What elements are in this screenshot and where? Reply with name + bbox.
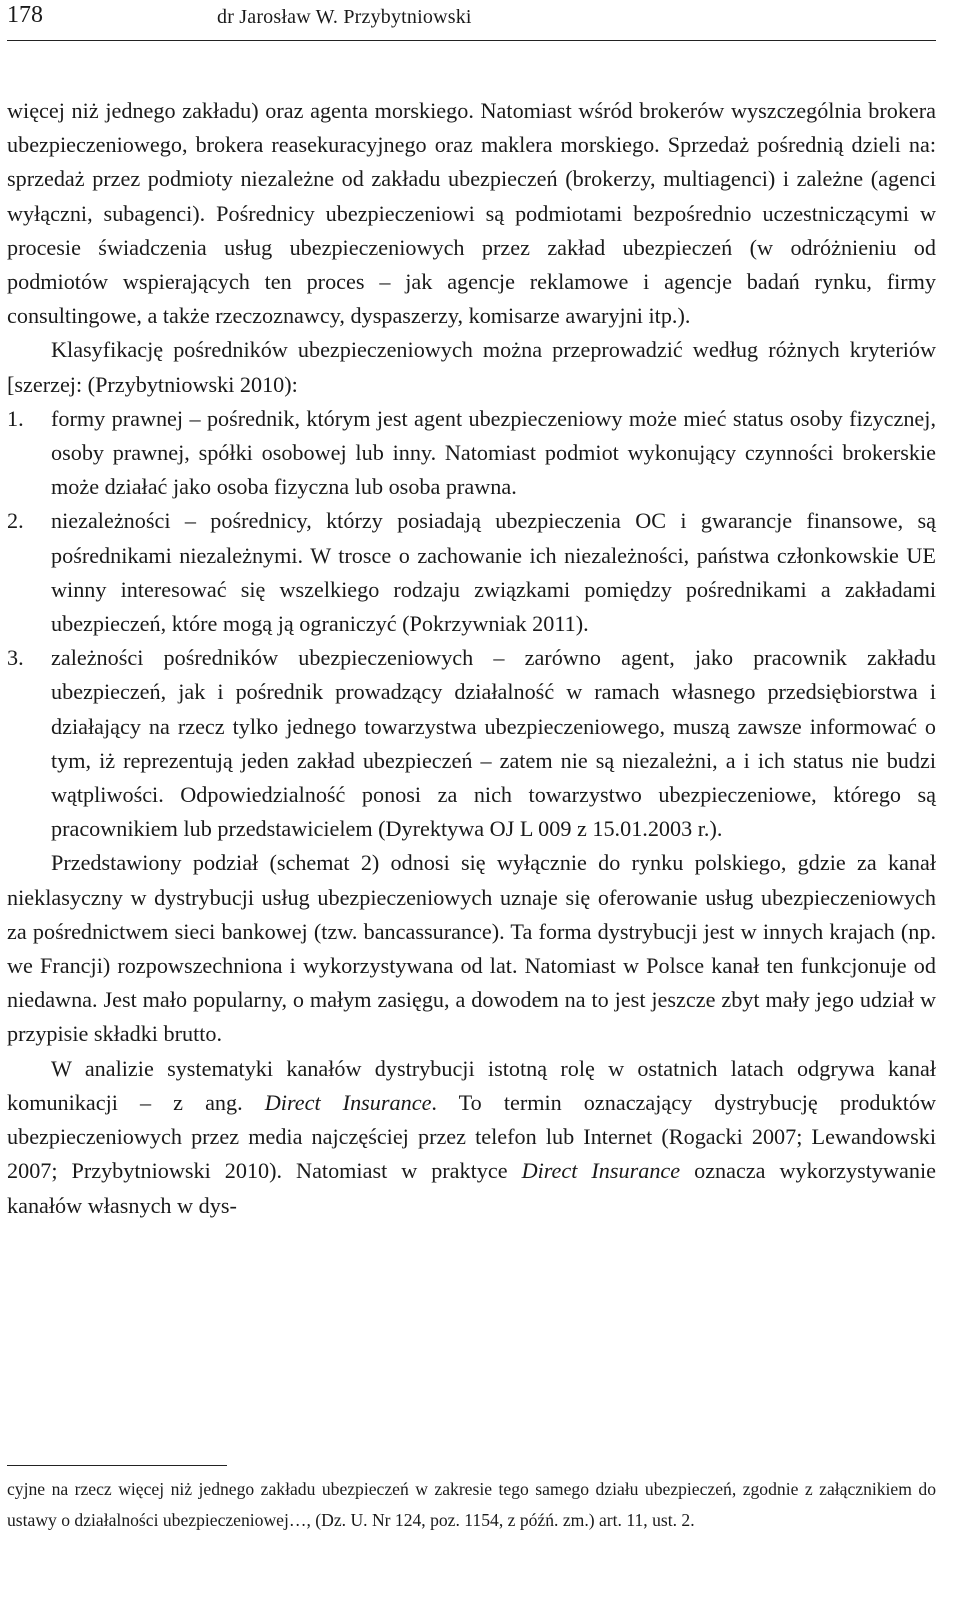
footnote-divider bbox=[7, 1465, 227, 1466]
page-header bbox=[7, 0, 936, 41]
term-direct-insurance: Direct Insurance bbox=[521, 1158, 681, 1184]
list-item-number: 2. bbox=[7, 508, 24, 534]
text-run: W analizie systematyki kanałów dystrybucji istotną rolę w ostatnich latach odgrywa kanał komunikacji – z ang. bbox=[7, 1055, 936, 1115]
list-item-number: 1. bbox=[7, 405, 24, 431]
paragraph-continued: więcej niż jednego zakładu) oraz agenta morskiego. Natomiast wśród brokerów wyszczególnia brokera ubezpieczeniowego, brokera reasekuracyjnego oraz maklera morskiego. Sprzedaż pośrednią dzieli na: sprzedaż przez podmioty niezależne od zakładu ubezpieczeń (brokerzy, multiagenci) i zależne (agenci wyłączni, subagenci). Pośrednicy ubezpieczeniowi są podmiotami bezpośrednio uczestniczącymi w procesie świadczenia usług ubezpieczeniowych przez zakład ubezpieczeń (w odróżnieniu od podmiotów wspierających ten proces – jak agencje reklamowe i agencje badań rynku, firmy consultingowe, a także rzeczoznawcy, dyspaszerzy, komisarze awaryjni itp.). bbox=[7, 98, 936, 329]
text-run: oznacza wykorzystywanie kanałów własnych w dys- bbox=[7, 1158, 936, 1218]
list-item-number: 3. bbox=[7, 645, 24, 671]
list-item-text: formy prawnej – pośrednik, którym jest agent ubezpieczeniowy może mieć status osoby fizycznej, osoby prawnej, spółki osobowej lub inny. Natomiast podmiot wykonujący czynności brokerskie może działać jako osoba fizyczna lub osoba prawna. bbox=[51, 405, 936, 500]
list-item bbox=[7, 641, 936, 846]
footnote-text: cyjne na rzecz więcej niż jednego zakładu ubezpieczeń w zakresie tego samego działu ubezpieczeń, zgodnie z załącznikiem do ustawy o działalności ubezpieczeniowej…, (Dz. U. Nr 124, poz. 1154, z późń. zm.) art. 11, ust. 2. bbox=[7, 1479, 936, 1530]
list-item bbox=[7, 402, 936, 505]
page-number: 178 bbox=[7, 2, 43, 28]
list-item-text: niezależności – pośrednicy, którzy posiadają ubezpieczenia OC i gwarancje finansowe, są pośrednikami niezależnymi. W trosce o zachowanie ich niezależności, państwa członkowskie UE winny interesować się wszelkiego rodzaju związkami pomiędzy pośrednikami a zakładami ubezpieczeń, które mogą ją ograniczyć (Pokrzywniak 2011). bbox=[51, 508, 936, 637]
running-head-author: dr Jarosław W. Przybytniowski bbox=[217, 6, 472, 28]
list-item-text: zależności pośredników ubezpieczeniowych – zarówno agent, jako pracownik zakładu ubezpieczeń, jak i pośrednik prowadzący działalność w ramach własnego przedsiębiorstwa i działający na rzecz tylko jednego towarzystwa ubezpieczeniowego, muszą zawsze informować o tym, iż reprezentują jeden zakład ubezpieczeń – zatem nie są niezależni, a i ich status nie budzi wątpliwości. Odpowiedzialność ponosi za nich towarzystwo ubezpieczeniowe, którego są pracownikiem lub przedstawicielem (Dyrektywa OJ L 009 z 15.01.2003 r.). bbox=[51, 645, 936, 842]
paragraph-classification: Klasyfikację pośredników ubezpieczeniowych można przeprowadzić według różnych kryteriów [szerzej: (Przybytniowski 2010): bbox=[7, 337, 936, 397]
criteria-list bbox=[7, 402, 936, 847]
text-run: . To termin oznaczający dystrybucję produktów ubezpieczeniowych przez media najczęściej przez telefon lub Internet (Rogacki 2007; Lewandowski 2007; Przybytniowski 2010). Natomiast w praktyce bbox=[7, 1089, 936, 1184]
list-item bbox=[7, 504, 936, 641]
main-text bbox=[7, 94, 936, 1223]
term-direct-insurance: Direct Insurance bbox=[264, 1089, 432, 1115]
paragraph-bancassurance: Przedstawiony podział (schemat 2) odnosi się wyłącznie do rynku polskiego, gdzie za kanał nieklasyczny w dystrybucji usług ubezpieczeniowych uznaje się oferowanie usług ubezpieczeniowych za pośrednictwem sieci bankowej (tzw. bancassurance). Ta forma dystrybucji jest w innych krajach (np. we Francji) rozpowszechniona i wykorzystywana od lat. Natomiast w Polsce kanał ten funkcjonuje od niedawna. Jest mało popularny, o małym zasięgu, a dowodem na to jest jeszcze zbyt mały jego udział w przypisie składki brutto. bbox=[7, 850, 936, 1047]
paragraph-direct-insurance bbox=[7, 1052, 936, 1223]
